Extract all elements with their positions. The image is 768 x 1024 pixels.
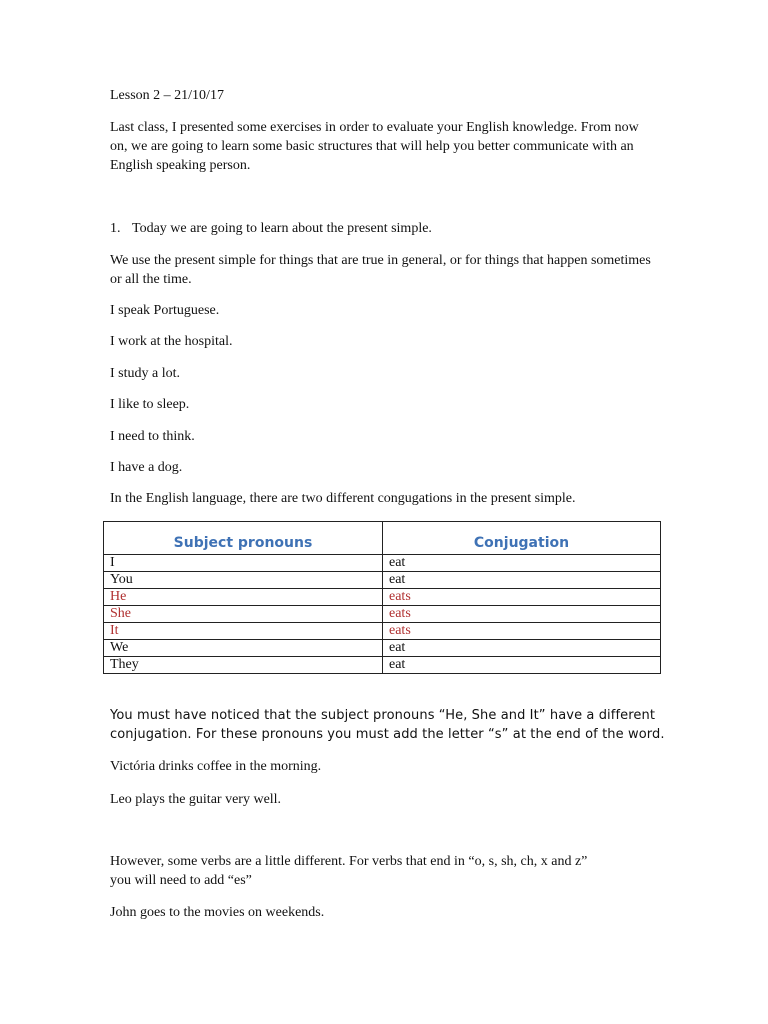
conjugation-table [103,521,661,674]
section-heading [110,219,432,238]
lesson-title: Lesson 2 – 21/10/17 [110,88,224,103]
table-row [104,657,661,674]
example-sentence: I study a lot. [110,366,180,381]
table-row [104,640,661,657]
subject-pronouns-header: Subject pronouns [104,522,383,555]
notice-line: You must have noticed that the subject pronouns “He, She and It” have a different [110,708,656,723]
pronoun-cell: You [104,572,383,589]
verb-cell: eat [383,657,661,674]
conjugation-header: Conjugation [383,522,661,555]
table-row [104,555,661,572]
pronoun-cell: She [104,606,383,623]
example-sentence: I like to sleep. [110,397,190,412]
verb-cell: eats [383,623,661,640]
conjugation-intro: In the English language, there are two different congugations in the present simple. [110,491,576,506]
pronoun-cell: It [104,623,383,640]
section-heading-text: Today we are going to learn about the present simple. [132,221,432,236]
pronoun-cell: They [104,657,383,674]
verb-cell: eats [383,589,661,606]
example-sentence: I speak Portuguese. [110,303,220,318]
verb-cell: eat [383,640,661,657]
however-line-text: you will need to add “es” [110,873,252,888]
verb-cell: eat [383,572,661,589]
example-es-sentence: John goes to the movies on weekends. [110,905,325,920]
example-s-sentence: Victória drinks coffee in the morning. [110,759,322,774]
pronoun-cell: He [104,589,383,606]
table-header-row [104,522,661,555]
however-line [110,871,252,890]
example-s-sentence: Leo plays the guitar very well. [110,792,282,807]
table-row [104,589,661,606]
example-sentence: I work at the hospital. [110,334,233,349]
pronoun-cell: We [104,640,383,657]
however-line [110,852,587,871]
verb-cell: eat [383,555,661,572]
verb-cell: eats [383,606,661,623]
table-row [104,623,661,640]
intro-paragraph: Last class, I presented some exercises in order to evaluate your English knowledge. From now on, we are going to learn some basic structures that will help you better communicate with an English speaking person. [110,120,639,173]
however-line-text: However, some verbs are a little different. For verbs that end in “o, s, sh, ch, x and z” [110,854,588,869]
example-sentence: I need to think. [110,429,195,444]
pronoun-cell: I [104,555,383,572]
table-row [104,572,661,589]
usage-paragraph: We use the present simple for things that are true in general, or for things that happen sometimes or all the time. [110,253,651,287]
example-sentence: I have a dog. [110,460,183,475]
table-row [104,606,661,623]
notice-line: conjugation. For these pronouns you must add the letter “s” at the end of the word. [110,727,665,742]
section-number: 1. [110,221,121,236]
